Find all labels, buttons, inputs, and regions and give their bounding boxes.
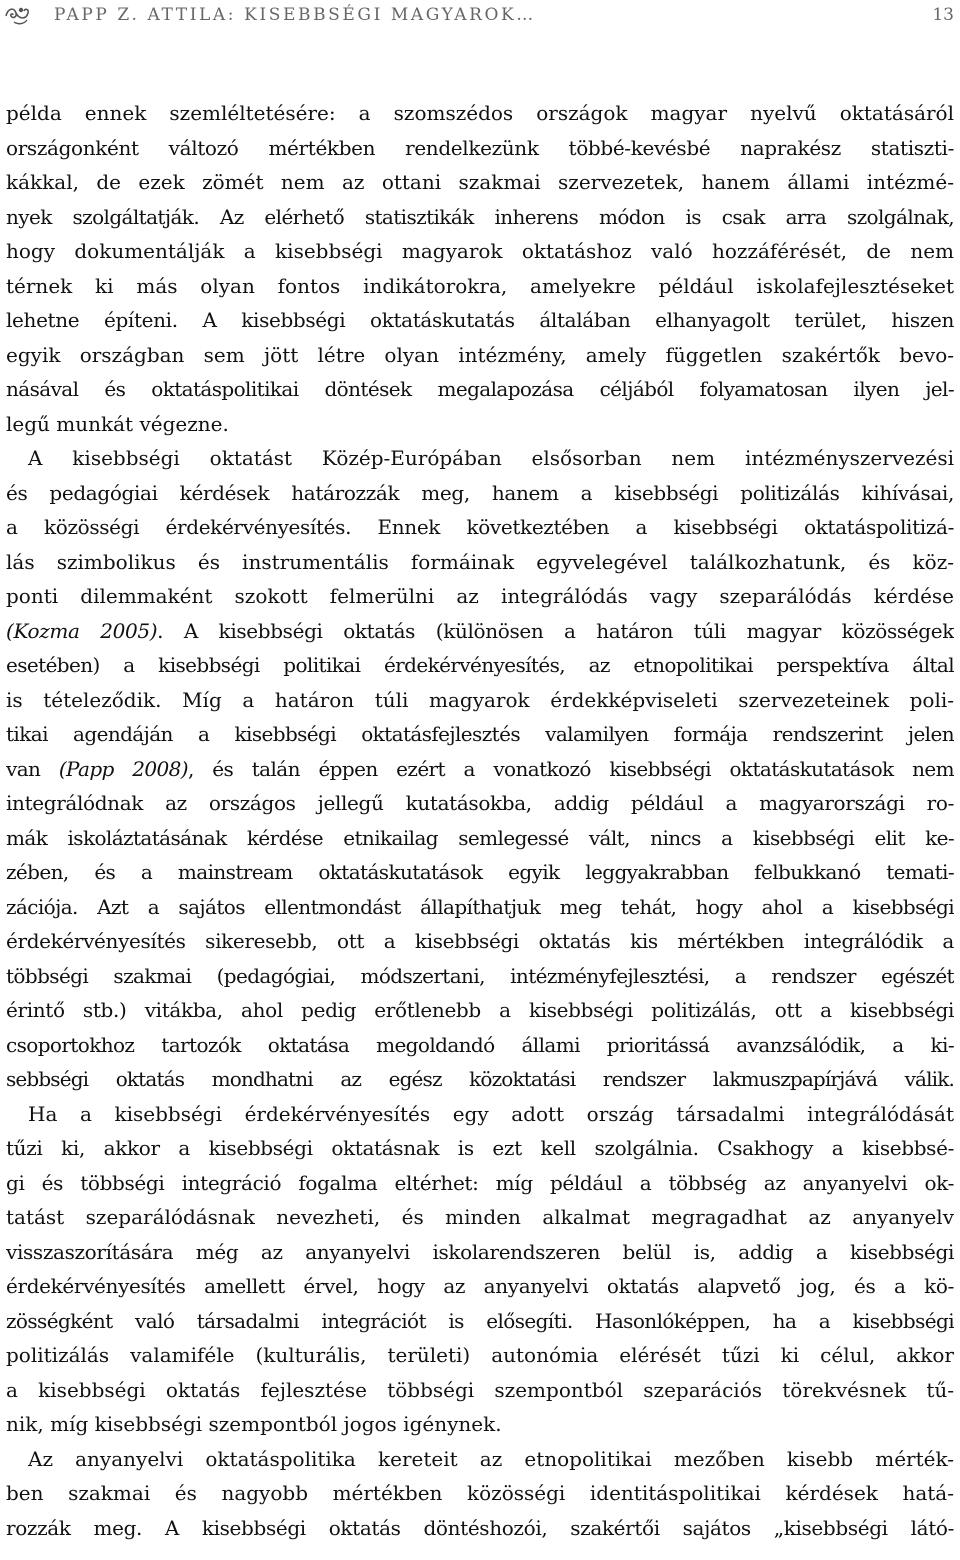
text-line: nyek szolgáltatják. Az elérhető statisztikák inherens módon is csak arra szolgálnak, <box>6 204 954 229</box>
text-line: ponti dilemmaként szokott felmerülni az integrálódás vagy szeparálódás kérdése <box>6 584 954 608</box>
text-line <box>6 614 954 649</box>
text-line: gi és többségi integráció fogalma eltérhet: míg például a többség az anyanyelvi ok- <box>6 1170 954 1195</box>
citation: (Kozma 2005) <box>6 618 158 643</box>
text-line: integrálódnak az országos jellegű kutatásokba, addig például a magyarországi ro- <box>6 791 954 815</box>
page-number: 13 <box>932 5 954 25</box>
text-line: zösségként való társadalmi integrációt is elősegíti. Hasonlóképpen, ha a kisebbségi <box>6 1308 954 1333</box>
text-segment: , és talán éppen ezért a vonatkozó kisebbségi oktatáskutatások nem <box>188 756 954 781</box>
text-line: többségi szakmai (pedagógiai, módszertani, intézményfejlesztési, a rendszer egészét <box>6 963 954 988</box>
text-line: mák iskoláztatásának kérdése etnikailag semlegessé vált, nincs a kisebbségi elit ke- <box>6 825 954 850</box>
text-line: politizálás valamiféle (kulturális, területi) autonómia elérését tűzi ki célul, akkor <box>6 1343 954 1367</box>
text-line: és pedagógiai kérdések határozzák meg, hanem a kisebbségi politizálás kihívásai, <box>6 480 954 505</box>
body-text <box>6 96 954 1545</box>
text-line: A kisebbségi oktatást Közép-Európában elsősorban nem intézményszervezési <box>28 446 954 470</box>
text-line: rozzák meg. A kisebbségi oktatás döntéshozói, szakértői sajátos „kisebbségi látó- <box>6 1515 954 1540</box>
text-line: Az anyanyelvi oktatáspolitika kereteit az etnopolitikai mezőben kisebb mérték- <box>28 1446 954 1471</box>
text-line: tűzi ki, akkor a kisebbségi oktatásnak is ezt kell szolgálnia. Csakhogy a kisebbsé- <box>6 1136 954 1160</box>
text-line: országonként változó mértékben rendelkezünk többé-kevésbé naprakész statiszti- <box>6 135 954 160</box>
text-line: zében, és a mainstream oktatáskutatások egyik leggyakrabban felbukkanó temati- <box>6 860 954 884</box>
text-line: zációja. Azt a sajátos ellentmondást állapíthatjuk meg tehát, hogy ahol a kisebbségi <box>6 894 954 919</box>
text-line: érdekérvényesítés amellett érvel, hogy az anyanyelvi oktatás alapvető jog, és a kö- <box>6 1274 954 1298</box>
text-line: érdekérvényesítés sikeresebb, ott a kisebbségi oktatás kis mértékben integrálódik a <box>6 929 954 953</box>
citation: (Papp 2008) <box>58 756 188 781</box>
text-line: legű munkát végezne. <box>6 411 229 436</box>
text-line: tatást szeparálódásnak nevezheti, és minden alkalmat megragadhat az anyanyelv <box>6 1205 954 1229</box>
text-segment: . A kisebbségi oktatás (különösen a határon túli magyar közösségek <box>157 618 954 643</box>
floral-ornament-icon <box>4 4 30 26</box>
text-line: is tételeződik. Míg a határon túli magyarok érdekképviseleti szervezeteinek poli- <box>6 687 954 712</box>
running-head <box>0 2 960 32</box>
text-line: példa ennek szemléltetésére: a szomszédos országok magyar nyelvű oktatásáról <box>6 101 954 125</box>
text-line: tikai agendáján a kisebbségi oktatásfejlesztés valamilyen formája rendszerint jelen <box>6 722 954 746</box>
text-line: lás szimbolikus és instrumentális formáinak egyvelegével találkozhatunk, és köz- <box>6 549 954 574</box>
text-line: a közösségi érdekérvényesítés. Ennek következtében a kisebbségi oktatáspolitizá- <box>6 515 954 539</box>
text-line: násával és oktatáspolitikai döntések megalapozása céljából folyamatosan ilyen jel- <box>6 377 954 401</box>
text-line: nik, míg kisebbségi szempontból jogos igénynek. <box>6 1412 502 1436</box>
text-line: érintő stb.) vitákba, ahol pedig erőtlenebb a kisebbségi politizálás, ott a kisebbségi <box>6 998 954 1022</box>
text-line: sebbségi oktatás mondhatni az egész közoktatási rendszer lakmuszpapírjává válik. <box>6 1067 954 1091</box>
text-line: ben szakmai és nagyobb mértékben közösségi identitáspolitikai kérdések hatá- <box>6 1481 954 1505</box>
text-line: hogy dokumentálják a kisebbségi magyarok oktatáshoz való hozzáférését, de nem <box>6 239 954 263</box>
text-line: Ha a kisebbségi érdekérvényesítés egy adott ország társadalmi integrálódását <box>28 1101 954 1126</box>
text-line: visszaszorítására még az anyanyelvi iskolarendszeren belül is, addig a kisebbségi <box>6 1239 954 1264</box>
text-line: kákkal, de ezek zömét nem az ottani szakmai szervezetek, hanem állami intézmé- <box>6 170 954 194</box>
text-line: térnek ki más olyan fontos indikátorokra, amelyekre például iskolafejlesztéseket <box>6 273 954 298</box>
text-line: esetében) a kisebbségi politikai érdekérvényesítés, az etnopolitikai perspektíva által <box>6 653 954 677</box>
text-line: a kisebbségi oktatás fejlesztése többségi szempontból szeparációs törekvésnek tű- <box>6 1377 954 1402</box>
running-head-title: PAPP Z. ATTILA: KISEBBSÉGI MAGYAROK… <box>54 5 536 25</box>
text-line: csoportokhoz tartozók oktatása megoldandó állami prioritássá avanzsálódik, a ki- <box>6 1032 954 1057</box>
text-segment: van <box>6 756 59 781</box>
text-line: egyik országban sem jött létre olyan intézmény, amely független szakértők bevo- <box>6 342 954 367</box>
text-line: lehetne építeni. A kisebbségi oktatáskutatás általában elhanyagolt terület, hiszen <box>6 308 954 332</box>
text-line <box>6 752 954 787</box>
